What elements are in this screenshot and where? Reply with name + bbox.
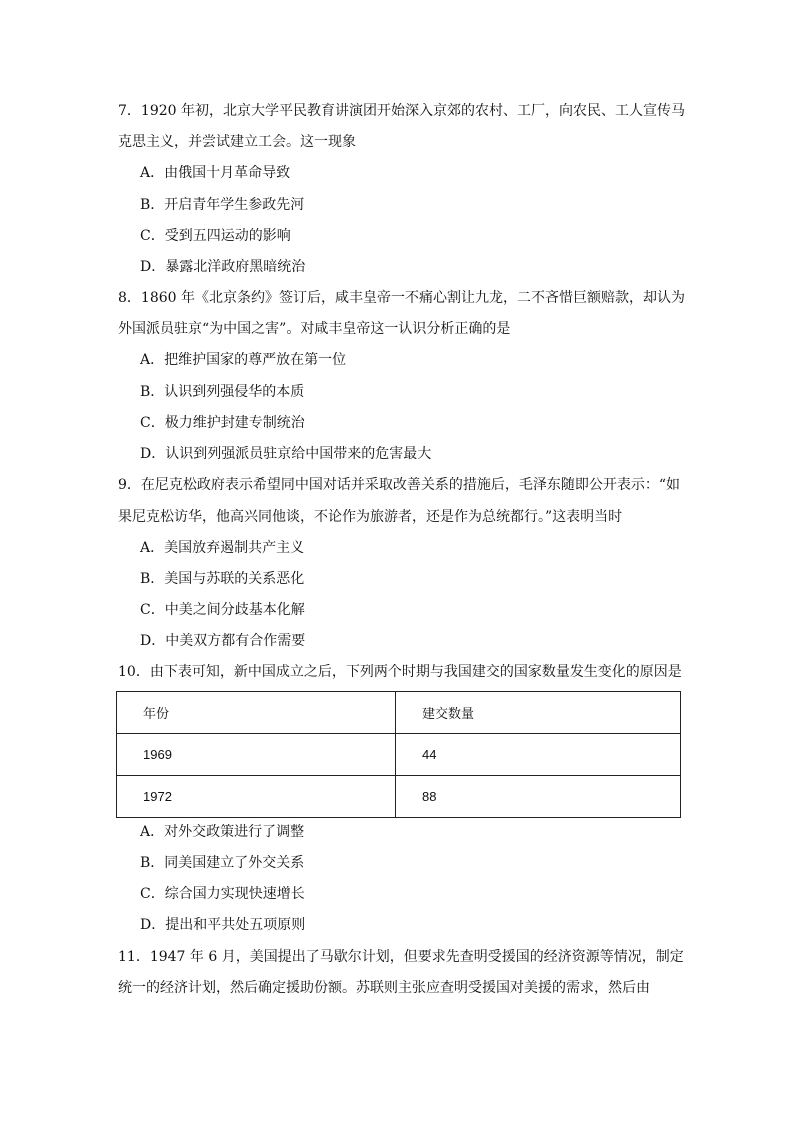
question-9-option-a: A．美国放弃遏制共产主义 bbox=[140, 540, 305, 556]
table-cell-count: 44 bbox=[396, 734, 681, 776]
question-9-option-c: C．中美之间分歧基本化解 bbox=[140, 602, 305, 618]
question-8-line-2: 外国派员驻京“为中国之害”。对咸丰皇帝这一认识分析正确的是 bbox=[118, 321, 511, 337]
question-7-option-a: A．由俄国十月革命导致 bbox=[140, 165, 291, 181]
table-header-count: 建交数量 bbox=[396, 692, 681, 734]
question-10-option-b: B．同美国建立了外交关系 bbox=[140, 855, 305, 871]
question-8-option-b: B．认识到列强侵华的本质 bbox=[140, 384, 305, 400]
question-9-line-2: 果尼克松访华，他高兴同他谈，不论作为旅游者，还是作为总统都行。”这表明当时 bbox=[118, 509, 623, 525]
question-10-option-a: A．对外交政策进行了调整 bbox=[140, 824, 305, 840]
question-9-line-1: 9．在尼克松政府表示希望同中国对话并采取改善关系的措施后，毛泽东随即公开表示：“如 bbox=[118, 477, 681, 493]
question-9-option-b: B．美国与苏联的关系恶化 bbox=[140, 571, 305, 587]
question-8-option-a: A．把维护国家的尊严放在第一位 bbox=[140, 352, 347, 368]
table-row bbox=[117, 776, 681, 818]
table-cell-count: 88 bbox=[396, 776, 681, 818]
question-7-option-b: B．开启青年学生参政先河 bbox=[140, 197, 305, 213]
question-8-option-c: C．极力维护封建专制统治 bbox=[140, 415, 305, 431]
table-header-year: 年份 bbox=[117, 692, 396, 734]
question-10-option-d: D．提出和平共处五项原则 bbox=[140, 917, 306, 933]
question-8-option-d: D．认识到列强派员驻京给中国带来的危害最大 bbox=[140, 446, 432, 462]
question-8-line-1: 8．1860 年《北京条约》签订后，咸丰皇帝一不痛心割让九龙，二不吝惜巨额赔款，却认为 bbox=[118, 290, 685, 306]
table-cell-year: 1969 bbox=[117, 734, 396, 776]
question-7-option-d: D．暴露北洋政府黑暗统治 bbox=[140, 259, 306, 275]
question-7-option-c: C．受到五四运动的影响 bbox=[140, 228, 291, 244]
question-7-line-1: 7．1920 年初，北京大学平民教育讲演团开始深入京郊的农村、工厂，向农民、工人宣传马 bbox=[118, 103, 685, 119]
question-7-line-2: 克思主义，并尝试建立工会。这一现象 bbox=[118, 134, 356, 150]
table-cell-year: 1972 bbox=[117, 776, 396, 818]
diplomatic-relations-table bbox=[116, 691, 681, 818]
question-10-line-1: 10．由下表可知，新中国成立之后，下列两个时期与我国建交的国家数量发生变化的原因是 bbox=[118, 664, 682, 680]
question-11-line-1: 11．1947 年 6 月，美国提出了马歇尔计划，但要求先查明受援国的经济资源等情况，制定 bbox=[118, 949, 684, 965]
table-header-row bbox=[117, 692, 681, 734]
question-9-option-d: D．中美双方都有合作需要 bbox=[140, 633, 306, 649]
question-10-option-c: C．综合国力实现快速增长 bbox=[140, 886, 305, 902]
question-11-line-2: 统一的经济计划，然后确定援助份额。苏联则主张应查明受援国对美援的需求，然后由 bbox=[118, 980, 650, 996]
table-row bbox=[117, 734, 681, 776]
